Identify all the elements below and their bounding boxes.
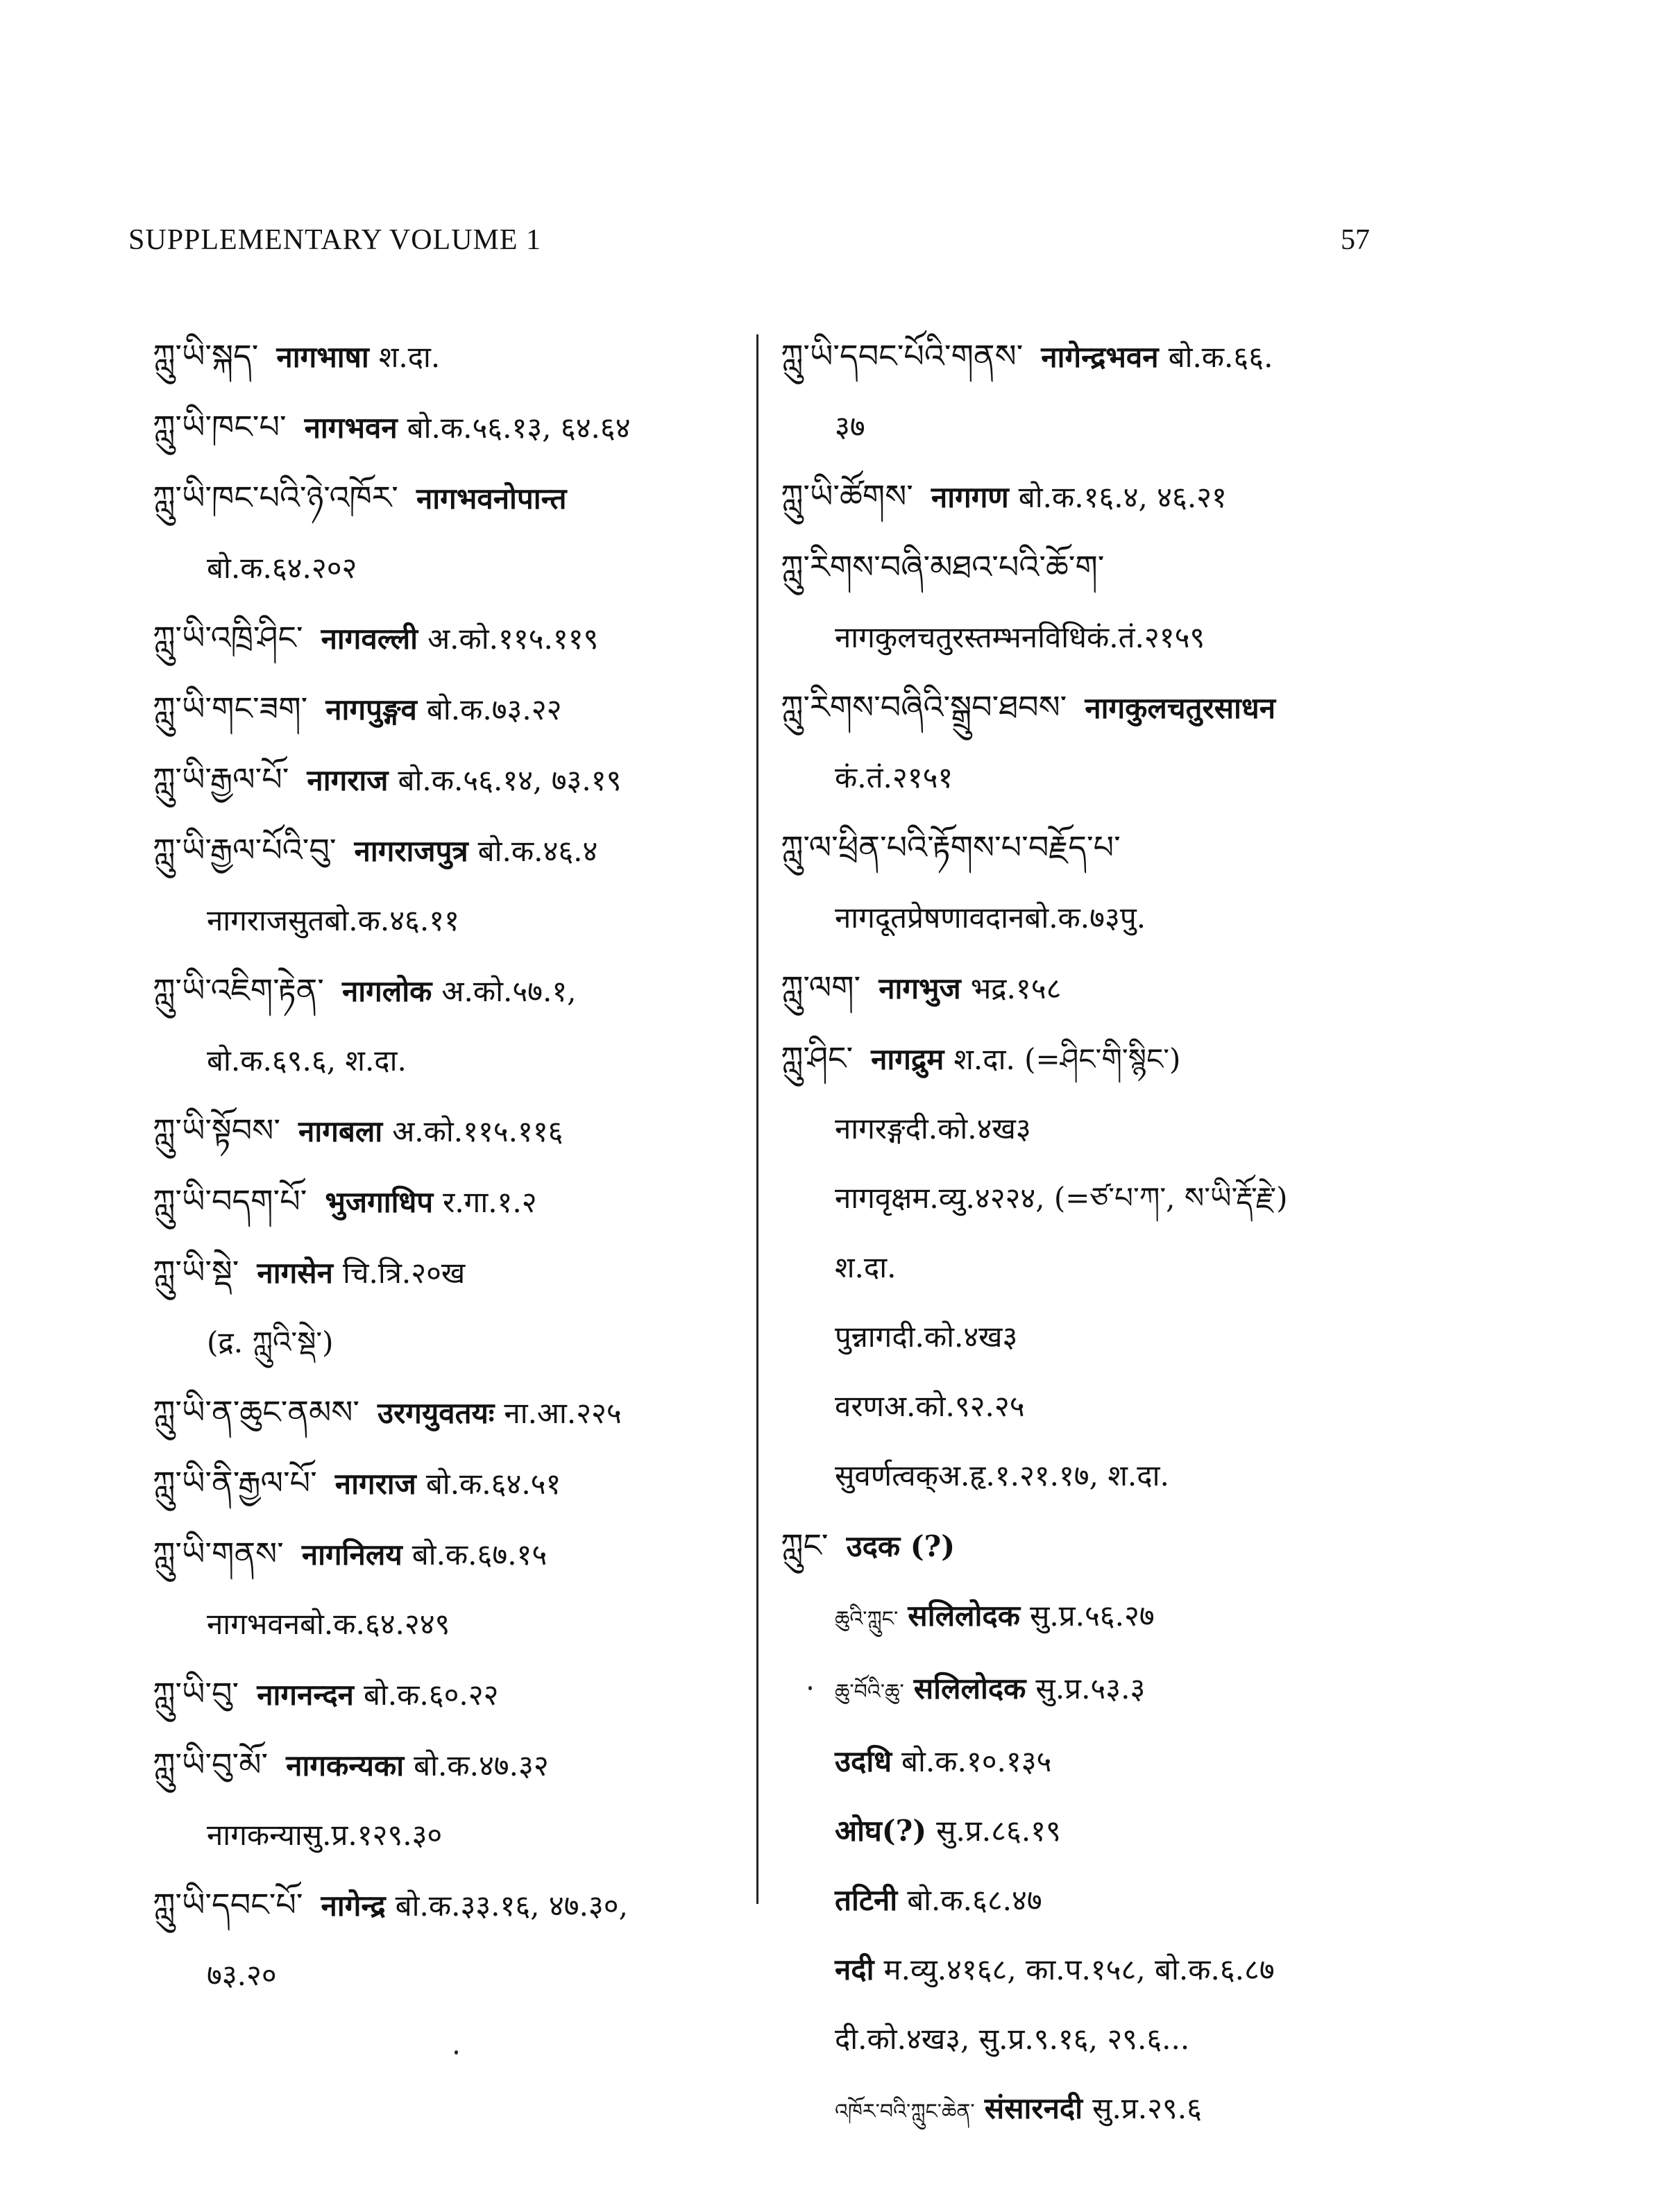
dictionary-entry xyxy=(781,830,1488,866)
source-reference: सु.प्र.१२९.३० xyxy=(302,1818,443,1852)
sub-entry xyxy=(781,1814,1488,1848)
sanskrit-equivalent: नागरङ्ग xyxy=(835,1112,906,1146)
column-divider xyxy=(756,334,758,1904)
source-reference: कं.तं.२१५९ xyxy=(1087,620,1205,654)
dictionary-entry xyxy=(153,1747,746,1783)
entry-continuation xyxy=(153,1958,746,1993)
tibetan-headword: ཀླུ་ཡི་ཚོགས་ xyxy=(781,477,913,515)
sanskrit-equivalent: वरण xyxy=(835,1389,884,1423)
tibetan-headword: ཀླུ་ཡི་གནས་ xyxy=(153,1535,284,1572)
left-column xyxy=(153,339,746,2027)
sanskrit-equivalent: नागकुलचतुरस्तम्भनविधि xyxy=(835,620,1087,654)
sanskrit-equivalent: नागेन्द्र xyxy=(321,1889,386,1923)
tibetan-headword: ཀླུ་ལ་ཕྲིན་པའི་རྟོགས་པ་བརྗོད་པ་ xyxy=(781,828,1121,866)
sanskrit-equivalent: नागपुङ्गव xyxy=(325,692,417,726)
tibetan-headword: ཀླུ་ཡི་བུ་ xyxy=(153,1675,239,1712)
tibetan-headword: ཀླུ་ཡི་ནི་རྒྱལ་པོ་ xyxy=(153,1464,317,1501)
right-column xyxy=(781,339,1488,2164)
sanskrit-equivalent: नागलोक xyxy=(341,974,432,1008)
dictionary-entry xyxy=(153,833,746,869)
tibetan-headword: ཀླུ་ཤིང་ xyxy=(781,1039,854,1077)
tibetan-headword: ཀླུ་རིགས་བཞི་མཐའ་པའི་ཆོ་ག་ xyxy=(781,548,1105,586)
dictionary-entry xyxy=(781,970,1488,1006)
source-reference: बो.क.६४.२४९ xyxy=(300,1607,450,1641)
dictionary-entry xyxy=(781,550,1488,586)
sanskrit-equivalent: नदी xyxy=(835,1952,874,1986)
entry-continuation xyxy=(781,2022,1488,2057)
source-reference: बो.क.६६. xyxy=(1168,340,1273,374)
tibetan-headword: ཀླུ་ཡི་རྒྱལ་པོ་ xyxy=(153,760,289,798)
source-reference: बो.क.६९.६, श.दा. xyxy=(207,1044,407,1078)
dictionary-entry xyxy=(781,690,1488,726)
dictionary-entry xyxy=(153,1254,746,1291)
sanskrit-equivalent: नागनन्दन xyxy=(257,1678,354,1712)
source-reference: बो.क.४६.११ xyxy=(324,903,459,937)
sanskrit-equivalent: नागवृक्ष xyxy=(835,1181,913,1215)
dictionary-entry xyxy=(781,339,1488,375)
source-reference: सु.प्र.५६.२७ xyxy=(1029,1599,1155,1633)
sanskrit-equivalent: नागकन्यका xyxy=(286,1749,405,1783)
sanskrit-equivalent: नागराज xyxy=(307,763,389,797)
entry-continuation xyxy=(153,1044,746,1078)
sanskrit-equivalent: नागराजसुत xyxy=(207,903,325,937)
source-reference: सु.प्र.५३.३ xyxy=(1035,1671,1146,1705)
entry-continuation xyxy=(781,1389,1488,1424)
source-reference: बो.क.६४.५१ xyxy=(425,1467,561,1501)
tibetan-headword: ཀླུ་ཡི་ཁང་པ་ xyxy=(153,408,287,445)
dictionary-entry xyxy=(153,1113,746,1149)
entry-continuation xyxy=(781,1181,1488,1216)
tibetan-headword: ཀླུ་ཡི་སྐད་ xyxy=(153,337,259,375)
source-reference: बो.क.५६.१३, ६४.६४ xyxy=(407,411,631,445)
source-reference: बो.क.६४.२०२ xyxy=(207,551,357,585)
tibetan-headword: ཀླུ་ཡི་སྡེ་ xyxy=(153,1253,239,1291)
source-reference: दी.को.४ख३ xyxy=(892,1320,1018,1354)
source-reference: कं.तं.२१५१ xyxy=(835,760,953,794)
sanskrit-equivalent: नागराज xyxy=(334,1467,416,1501)
sanskrit-equivalent: नागेन्द्रभवन xyxy=(1041,340,1159,374)
dictionary-entry xyxy=(153,480,746,516)
tibetan-headword: ཀླུང་ xyxy=(781,1526,829,1564)
source-reference: अ.को.९२.२५ xyxy=(883,1389,1025,1423)
tibetan-headword: ཀླུ་ཡི་འཁྲི་ཤིང་ xyxy=(153,619,303,656)
source-reference: ३७ xyxy=(835,409,865,443)
source-reference: श.दा. (=ཤིང་གི་སྙིང་) xyxy=(953,1042,1181,1076)
source-reference: अ.को.५७.१, xyxy=(441,974,577,1008)
dictionary-entry xyxy=(153,691,746,727)
source-reference: बो.क.४६.४ xyxy=(477,834,598,868)
sanskrit-equivalent: सलिलोदक xyxy=(913,1671,1026,1705)
tibetan-headword: ཀླུ་ཡི་རྒྱལ་པོའི་བུ་ xyxy=(153,831,337,869)
entry-continuation xyxy=(153,551,746,586)
entry-continuation xyxy=(153,1818,746,1853)
dictionary-entry xyxy=(153,1887,746,1923)
tibetan-compound: ཆུའི་ཀླུང་ xyxy=(835,1607,899,1631)
sanskrit-equivalent: ओघ(?) xyxy=(835,1814,927,1848)
source-reference: अ.को.११५.११६ xyxy=(392,1114,563,1148)
tibetan-headword: ཀླུ་རིགས་བཞིའི་སྒྲུབ་ཐབས་ xyxy=(781,688,1067,726)
source-reference: दी.को.४ख३ xyxy=(905,1112,1031,1146)
source-reference: अ.हृ.१.२१.१७, श.दा. xyxy=(937,1458,1169,1492)
sanskrit-equivalent: नागभाषा xyxy=(276,340,369,374)
source-reference: बो.क.३३.१६, ४७.३०, xyxy=(395,1889,628,1923)
dictionary-entry xyxy=(153,620,746,656)
sanskrit-equivalent: नागकन्या xyxy=(207,1818,303,1852)
entry-continuation xyxy=(153,1325,746,1360)
dictionary-entry xyxy=(781,479,1488,515)
sanskrit-equivalent: नागवल्ली xyxy=(321,622,418,656)
sanskrit-equivalent: पुन्नाग xyxy=(835,1320,892,1354)
ink-speck xyxy=(808,1686,812,1690)
sanskrit-equivalent: नागभवनोपान्त xyxy=(416,482,567,516)
entry-continuation xyxy=(781,1320,1488,1354)
dictionary-entry xyxy=(153,1676,746,1712)
dictionary-entry xyxy=(153,1395,746,1431)
tibetan-headword: ཀླུ་ཡི་དབང་པོ་ xyxy=(153,1886,303,1923)
tibetan-headword: ཀླུ་ཡི་ན་ཆུང་ནམས་ xyxy=(153,1393,360,1431)
tibetan-headword: ཀླུ་ལག་ xyxy=(781,969,861,1006)
dictionary-entry xyxy=(153,762,746,798)
sanskrit-equivalent: नागकुलचतुरसाधन xyxy=(1085,691,1276,725)
sub-entry xyxy=(781,1599,1488,1637)
tibetan-compound: འཁོར་བའི་ཀླུང་ཆེན་ xyxy=(835,2100,975,2124)
tibetan-headword: ཀླུ་ཡི་ཁང་པའི་ཉེ་འཁོར་ xyxy=(153,479,398,516)
sanskrit-equivalent: भुजगाधिप xyxy=(325,1185,434,1219)
sanskrit-equivalent: नागबला xyxy=(298,1114,383,1148)
sanskrit-equivalent: नागद्रुम xyxy=(871,1042,944,1076)
entry-continuation xyxy=(781,1112,1488,1146)
source-reference: बो.क.१६.४, ४६.२१ xyxy=(1018,480,1227,514)
sub-entry xyxy=(781,1744,1488,1779)
source-reference: म.व्यु.४१६८, का.प.१५८, बो.क.६.८७ xyxy=(883,1952,1275,1986)
source-reference: श.दा. xyxy=(835,1250,897,1284)
dictionary-entry xyxy=(153,339,746,375)
dictionary-entry xyxy=(781,1528,1488,1564)
sub-entry xyxy=(781,1883,1488,1918)
dictionary-entry xyxy=(153,973,746,1009)
source-reference: बो.क.७३.२२ xyxy=(426,692,562,726)
sanskrit-equivalent: नागराजपुत्र xyxy=(354,834,468,868)
source-reference: ना.आ.२२५ xyxy=(504,1396,622,1430)
source-reference: दी.को.४ख३, सु.प्र.९.१६, २९.६... xyxy=(835,2022,1190,2056)
sanskrit-equivalent: नागदूतप्रेषणावदान xyxy=(835,901,1025,935)
entry-continuation xyxy=(781,760,1488,795)
sub-entry xyxy=(781,1671,1488,1710)
sanskrit-equivalent: तटिनी xyxy=(835,1883,898,1917)
source-reference: म.व्यु.४२२४, (=ཙ་པ་ཀ་, ས་ཡི་རྡོ་རྗེ་) xyxy=(912,1181,1288,1215)
page-number: 57 xyxy=(1341,224,1370,256)
entry-continuation xyxy=(153,903,746,938)
sanskrit-equivalent: उदक (?) xyxy=(846,1529,956,1563)
sub-entry xyxy=(781,1952,1488,1987)
sanskrit-equivalent: सलिलोदक xyxy=(908,1599,1020,1633)
source-reference: भद्र.१५८ xyxy=(970,971,1062,1005)
sanskrit-equivalent: उरगयुवतयः xyxy=(377,1396,495,1430)
source-reference: चि.त्रि.२०ख xyxy=(342,1256,466,1290)
entry-continuation xyxy=(153,1607,746,1642)
source-reference: सु.प्र.२९.६ xyxy=(1092,2091,1202,2125)
sanskrit-equivalent: नागभवन xyxy=(304,411,398,445)
dictionary-entry xyxy=(153,409,746,445)
sanskrit-equivalent: नागभुज xyxy=(879,971,961,1005)
sanskrit-equivalent: उदधि xyxy=(835,1744,892,1778)
entry-continuation xyxy=(781,1458,1488,1493)
source-reference: बो.क.४७.३२ xyxy=(414,1749,549,1783)
ink-speck xyxy=(455,2050,458,2054)
sanskrit-equivalent: नागनिलय xyxy=(301,1538,402,1572)
tibetan-headword: ཀླུ་ཡི་སྟོབས་ xyxy=(153,1112,281,1149)
source-reference: बो.क.७३पु. xyxy=(1024,901,1146,935)
sanskrit-equivalent: सुवर्णत्वक् xyxy=(835,1458,938,1492)
dictionary-entry xyxy=(153,1184,746,1220)
sanskrit-equivalent: नागभवन xyxy=(207,1607,300,1641)
source-reference: ७३.२० xyxy=(207,1958,277,1992)
tibetan-headword: ཀླུ་ཡི་བདག་པོ་ xyxy=(153,1182,307,1220)
sanskrit-equivalent: नागगण xyxy=(931,480,1009,514)
source-reference: अ.को.११५.११९ xyxy=(427,622,599,656)
source-reference: (द्र. ཀླུའི་སྡེ་) xyxy=(207,1325,334,1359)
source-reference: बो.क.६०.२२ xyxy=(363,1678,499,1712)
tibetan-headword: ཀླུ་ཡི་འཇིག་རྟེན་ xyxy=(153,971,324,1009)
tibetan-headword: ཀླུ་ཡི་བུ་མོ་ xyxy=(153,1746,269,1783)
dictionary-entry xyxy=(153,1536,746,1572)
entry-continuation xyxy=(781,901,1488,935)
dictionary-entry xyxy=(153,1465,746,1501)
running-head: SUPPLEMENTARY VOLUME 1 xyxy=(128,224,542,256)
entry-continuation xyxy=(781,1250,1488,1285)
source-reference: बो.क.६७.१५ xyxy=(411,1538,548,1572)
tibetan-headword: ཀླུ་ཡི་དབང་པོའི་གནས་ xyxy=(781,337,1024,375)
source-reference: बो.क.५६.१४, ७३.१९ xyxy=(398,763,622,797)
entry-continuation xyxy=(781,620,1488,655)
sanskrit-equivalent: नागसेन xyxy=(257,1256,333,1290)
tibetan-compound: ཆུ་བོའི་ཆུ་ xyxy=(835,1680,904,1704)
source-reference: बो.क.६८.४७ xyxy=(907,1883,1042,1917)
sanskrit-equivalent: संसारनदी xyxy=(984,2091,1083,2125)
dictionary-entry xyxy=(781,1041,1488,1077)
source-reference: र.गा.१.२ xyxy=(443,1185,537,1219)
tibetan-headword: ཀླུ་ཡི་གང་ཟག་ xyxy=(153,690,308,727)
entry-continuation xyxy=(781,409,1488,444)
source-reference: सु.प्र.८६.१९ xyxy=(936,1814,1061,1848)
source-reference: श.दा. xyxy=(378,340,441,374)
source-reference: बो.क.१०.१३५ xyxy=(901,1744,1052,1778)
sub-entry xyxy=(781,2091,1488,2129)
